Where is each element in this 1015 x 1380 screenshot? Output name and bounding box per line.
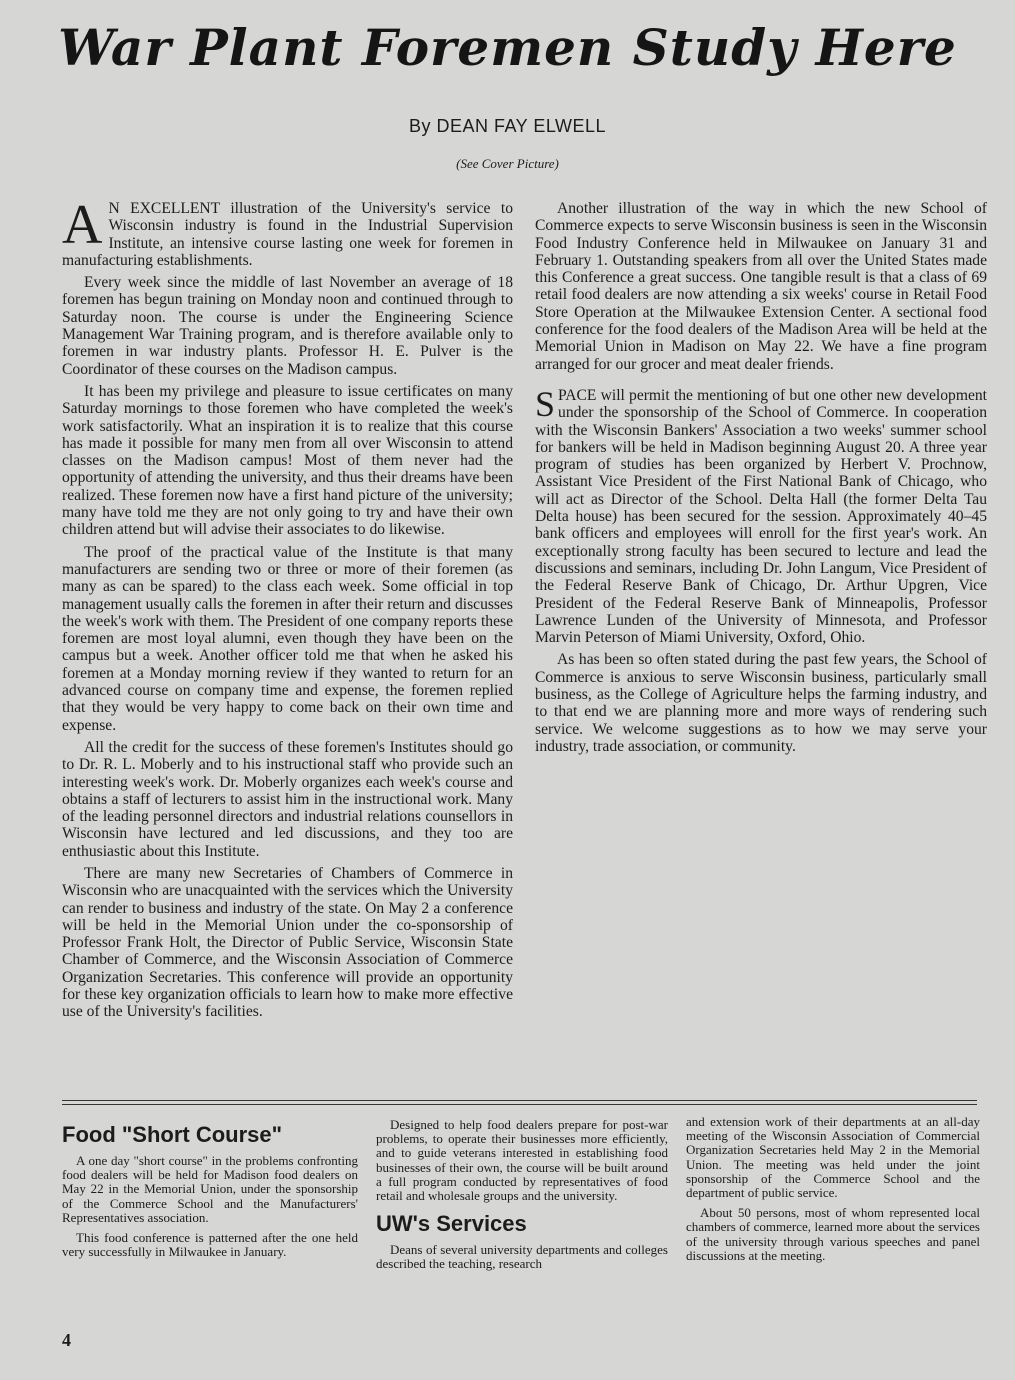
article-title: War Plant Foremen Study Here bbox=[58, 18, 957, 77]
article-column-left bbox=[62, 194, 513, 1026]
divider-rule-2 bbox=[62, 1104, 977, 1105]
middle-bottom-column bbox=[376, 1118, 668, 1278]
drop-cap: A bbox=[62, 194, 103, 256]
byline: By DEAN FAY ELWELL bbox=[408, 116, 607, 136]
food-short-course-p3: Designed to help food dealers prepare for post-war problems, to operate their businesses more efficiently, and to guide veterans interested in establishing food businesses of their own, the course will be built around a full program conducted by representatives of food retail and wholesale groups and the university. bbox=[376, 1117, 668, 1204]
paragraph-2: Every week since the middle of last November an average of 18 foremen has begun training on Monday noon and continued through to Saturday noon. The course is under the Engineering Science Management War Training program, and is therefore available only to foremen in war industry plants. Professor H. E. Pulver is the Coordinator of these courses on the Madison campus. bbox=[62, 274, 513, 378]
paragraph-1 bbox=[62, 194, 513, 269]
food-short-course-heading: Food "Short Course" bbox=[62, 1122, 283, 1147]
drop-cap-s: S bbox=[535, 383, 556, 424]
article-column-right bbox=[535, 200, 987, 760]
page-number: 4 bbox=[62, 1330, 71, 1350]
paragraph-6: There are many new Secretaries of Chambers of Commerce in Wisconsin who are unacquainted with the services which the University can render to business and industry of the state. On May 2 a conference will be held in the Memorial Union under the co-sponsorship of Professor Frank Holt, the Director of Public Service, Wisconsin State Chamber of Commerce, and the Wisconsin Association of Commerce Organization Secretaries. This conference will provide an opportunity for these key organization officials to learn how to make more effective use of the University's facilities. bbox=[62, 864, 513, 1021]
see-cover-note: (See Cover Picture) bbox=[456, 156, 559, 171]
paragraph-4: The proof of the practical value of the Institute is that many manufacturers are sending two or three or more of their foremen (as many as can be spared) to the class each week. Some official in top management usually calls the foremen in after their return and discusses the week's work with them. The President of one company reports these foremen are most loyal alumni, even though they have been on the campus but a week. Another officer told me that when he asked his foremen at a Monday morning review if they wanted to return for an advanced course on company time and expense, the foremen replied that they would be very happy to come back on their own time and expense. bbox=[62, 543, 513, 734]
paragraph-8-text: PACE will permit the mentioning of but one other new development under the sponsorship of the School of Commerce. In cooperation with the Wisconsin Bankers' Association a two weeks' summer school for bankers will be held in Madison beginning August 20. A three year program of studies has been organized by Herbert V. Prochnow, Assistant Vice President of the First National Bank of Chicago, who will act as Director of the School. Delta Hall (the former Delta Tau Delta house) has been secured for the session. Approximately 40–45 bank officers and employees will enroll for the first year's work. An exceptionally strong faculty has been secured to lecture and lead the discussions and seminars, including Dr. John Langum, Vice President of the Federal Reserve Bank of Chicago, Dr. Arthur Upgren, Vice President of the Federal Reserve Bank of Minneapolis, Professor Lawrence Lunden of the University of Minnesota, and Professor Marvin Peterson of Miami University, Oxford, Ohio. bbox=[535, 386, 987, 647]
uw-services-heading: UW's Services bbox=[376, 1211, 527, 1237]
uw-services-column bbox=[686, 1115, 980, 1269]
paragraph-7: Another illustration of the way in which the new School of Commerce expects to serve Wisconsin business is seen in the Wisconsin Food Industry Conference held in Milwaukee on January 31 and February 1. Outstanding speakers from all over the United States made this Conference a great success. One tangible result is that a class of 69 retail food dealers are now attending a six weeks' course in Retail Food Store Operation at the Milwaukee Extension Center. A sectional food conference for the food dealers of the Madison Area will be held at the Memorial Union in Madison on May 22. We have a fine program arranged for our grocer and meat dealer friends. bbox=[535, 200, 987, 373]
uw-services-p2: and extension work of their departments at an all-day meeting of the Wisconsin Association of Commercial Organization Secretaries held May 2 in the Memorial Union. The meeting was held under the joint sponsorship of the Commerce School and the department of public service. bbox=[686, 1114, 980, 1201]
paragraph-5: All the credit for the success of these foremen's Institutes should go to Dr. R. L. Moberly and to his instructional staff who provide such an interesting week's work. Dr. Moberly organizes each week's course and obtains a staff of lecturers to assist him in the instructional work. Many of the leading personnel directors and industrial relations counsellors in Wisconsin have lectured and led discussions, and they too are enthusiastic about this Institute. bbox=[62, 738, 513, 860]
paragraph-8 bbox=[535, 383, 987, 647]
paragraph-3: It has been my privilege and pleasure to issue certificates on many Saturday mornings to those foremen who have completed the week's work satisfactorily. What an inspiration it is to realize that this course has made it possible for many men from all over Wisconsin to attend classes on the Madison campus! Most of them never had the opportunity of attending the university, and thus their dreams have been realized. These foremen now have a first hand picture of the university; many have told me they are not only going to try and have their own children attend but will advise their associates to do likewise. bbox=[62, 382, 513, 539]
divider-rule bbox=[62, 1100, 977, 1101]
paragraph-1-text: N EXCELLENT illustration of the University's service to Wisconsin industry is found in the Industrial Supervision Institute, an intensive course lasting one week for foremen in manufacturing establishments. bbox=[62, 200, 513, 269]
food-short-course-p1: A one day "short course" in the problems confronting food dealers will be held for Madison food dealers on May 22 in the Memorial Union, under the sponsorship of the Commerce School and the Manufacturers' Representatives association. bbox=[62, 1153, 358, 1225]
uw-services-p1: Deans of several university departments and colleges described the teaching, research bbox=[376, 1242, 668, 1272]
uw-services-p3: About 50 persons, most of whom represented local chambers of commerce, learned more about the services of the university through various speeches and panel discussions at the meeting. bbox=[686, 1205, 980, 1263]
food-short-course-p2: This food conference is patterned after the one held very successfully in Milwaukee in January. bbox=[62, 1230, 358, 1260]
paragraph-9: As has been so often stated during the past few years, the School of Commerce is anxious to serve Wisconsin business, particularly small business, as the College of Agriculture helps the farming industry, and to that end we are planning more and more ways of rendering such service. We welcome suggestions as to how we may serve your industry, trade association, or community. bbox=[535, 651, 987, 755]
food-short-course-column bbox=[62, 1122, 358, 1265]
